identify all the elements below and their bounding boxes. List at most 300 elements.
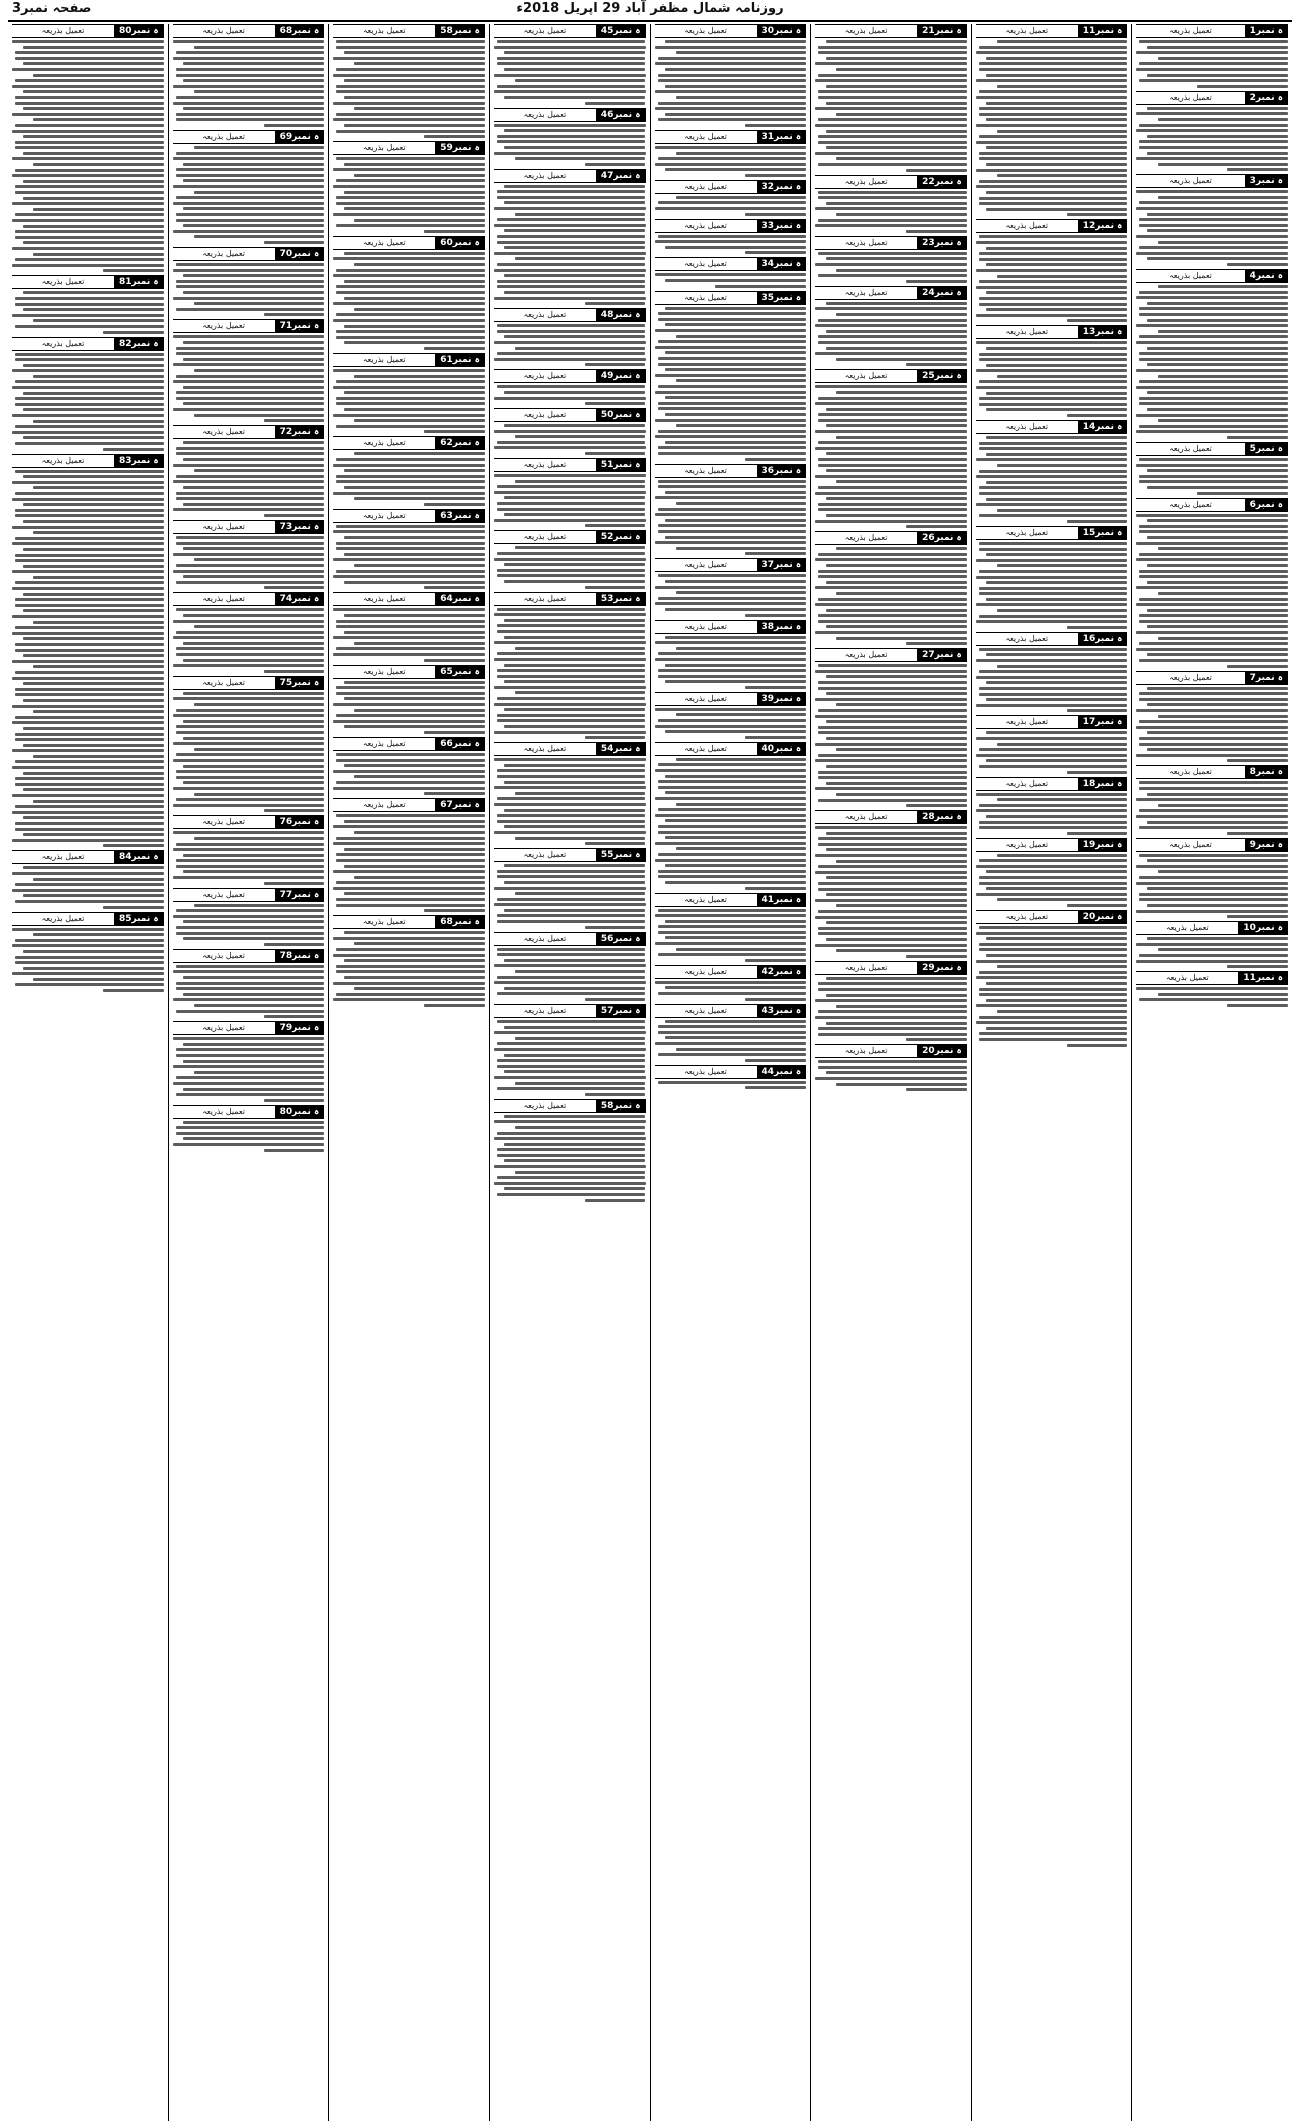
notice-text-line bbox=[665, 836, 806, 839]
notice-text-line bbox=[658, 118, 807, 121]
notice-text-line bbox=[826, 625, 967, 628]
notice-text-line bbox=[344, 486, 485, 489]
notice-text-line bbox=[176, 1126, 325, 1129]
notice-text-line bbox=[12, 944, 164, 947]
notice-text-line bbox=[515, 546, 645, 549]
notice-text-line bbox=[979, 202, 1128, 205]
notice-text-line bbox=[658, 780, 807, 783]
notice-text-line bbox=[1067, 1044, 1128, 1047]
notice-text-line bbox=[1139, 352, 1288, 355]
notice-text-line bbox=[494, 474, 646, 477]
notice-text-line bbox=[23, 609, 164, 612]
notice-text-line bbox=[818, 464, 967, 467]
notice-text-line bbox=[12, 660, 164, 663]
notice-text-line bbox=[818, 865, 967, 868]
notice-text-line bbox=[826, 675, 967, 678]
notice-text-line bbox=[504, 291, 645, 294]
notice-text-line bbox=[494, 1048, 646, 1051]
notice-text-line bbox=[333, 369, 485, 372]
notice-number: ہ نمبر35 bbox=[757, 292, 807, 304]
notice-text-line bbox=[336, 570, 485, 573]
notice-header bbox=[173, 247, 325, 261]
notice-text-line bbox=[986, 347, 1127, 350]
notice-text-line bbox=[1139, 737, 1288, 740]
notice-text-line bbox=[194, 904, 324, 907]
notice-text-line bbox=[497, 263, 646, 266]
notice-header bbox=[333, 915, 485, 929]
notice-text-line bbox=[665, 920, 806, 923]
notice-text-line bbox=[173, 408, 325, 411]
notice-text-line bbox=[1136, 157, 1288, 160]
notice-text-line bbox=[344, 959, 485, 962]
notice-text-line bbox=[1136, 324, 1288, 327]
notice-label: تعمیل بذریعہ bbox=[1169, 176, 1212, 186]
notice-text-line bbox=[12, 85, 164, 88]
notice-text-line bbox=[15, 693, 164, 696]
notice-text-line bbox=[818, 843, 967, 846]
notice-text-line bbox=[336, 686, 485, 689]
notice-text-line bbox=[979, 882, 1128, 885]
notice-text-line bbox=[15, 883, 164, 886]
notice-text-line bbox=[15, 169, 164, 172]
notice-text-line bbox=[986, 999, 1127, 1002]
notice-label: تعمیل بذریعہ bbox=[684, 1066, 727, 1076]
notice-text-line bbox=[504, 229, 645, 232]
notice-text-line bbox=[986, 263, 1127, 266]
notice-text-line bbox=[15, 733, 164, 736]
notice-text-line bbox=[979, 587, 1128, 590]
notice-number: ہ نمبر20 bbox=[1078, 911, 1128, 923]
notice-text-line bbox=[33, 253, 163, 256]
notice-text-line bbox=[745, 174, 806, 177]
notice-text-line bbox=[176, 965, 325, 968]
notice-text-line bbox=[1136, 514, 1288, 517]
notice-text-line bbox=[979, 380, 1128, 383]
notice-text-line bbox=[194, 191, 324, 194]
notice-text-line bbox=[354, 452, 484, 455]
notice-header bbox=[12, 24, 164, 38]
notice-number: ہ نمبر67 bbox=[435, 799, 485, 811]
notice-text-line bbox=[1147, 363, 1288, 366]
notice-text-line bbox=[976, 241, 1128, 244]
notice-text-line bbox=[333, 386, 485, 389]
notice-text-line bbox=[818, 570, 967, 573]
notice-text-line bbox=[818, 1066, 967, 1069]
notice-text-line bbox=[815, 475, 967, 478]
notice-number: ہ نمبر46 bbox=[596, 109, 646, 121]
notice-text-line bbox=[173, 697, 325, 700]
notice-text-line bbox=[336, 336, 485, 339]
notice-text-line bbox=[818, 614, 967, 617]
notice-text-line bbox=[183, 1137, 324, 1140]
notice-text-line bbox=[1139, 79, 1288, 82]
notice-text-line bbox=[333, 530, 485, 533]
notice-text-line bbox=[336, 898, 485, 901]
notice-text-line bbox=[1139, 246, 1288, 249]
notice-text-line bbox=[15, 738, 164, 741]
notice-text-line bbox=[1147, 564, 1288, 567]
notice-text-line bbox=[336, 397, 485, 400]
notice-text-line bbox=[354, 419, 484, 422]
notice-text-line bbox=[15, 514, 164, 517]
notice-text-line bbox=[986, 247, 1127, 250]
notice-label: تعمیل بذریعہ bbox=[41, 455, 85, 465]
notice-text-line bbox=[336, 759, 485, 762]
legal-notice bbox=[976, 420, 1128, 523]
notice-header bbox=[333, 665, 485, 679]
notice-label: تعمیل بذریعہ bbox=[684, 465, 727, 475]
notice-number: ہ نمبر57 bbox=[596, 1005, 646, 1017]
notice-text-line bbox=[515, 691, 645, 694]
notice-text-line bbox=[33, 878, 163, 881]
notice-text-line bbox=[655, 207, 807, 210]
notice-header bbox=[494, 369, 646, 383]
notice-text-line bbox=[15, 626, 164, 629]
notice-text-line bbox=[818, 771, 967, 774]
notice-number: ہ نمبر80 bbox=[275, 1106, 325, 1118]
notice-number: ہ نمبر72 bbox=[275, 426, 325, 438]
notice-text-line bbox=[979, 180, 1128, 183]
notice-text-line bbox=[815, 999, 967, 1002]
notice-text-line bbox=[1147, 408, 1288, 411]
notice-text-line bbox=[497, 630, 646, 633]
notice-text-line bbox=[818, 441, 967, 444]
notice-text-line bbox=[986, 815, 1127, 818]
notice-text-line bbox=[818, 731, 967, 734]
notice-text-line bbox=[176, 196, 325, 199]
notice-label: تعمیل بذریعہ bbox=[1005, 839, 1049, 849]
notice-text-line bbox=[176, 608, 325, 611]
notice-text-line bbox=[336, 714, 485, 717]
notice-text-line bbox=[1136, 558, 1288, 561]
column-6 bbox=[328, 24, 489, 2121]
notice-text-line bbox=[336, 90, 485, 93]
notice-text-line bbox=[818, 598, 967, 601]
legal-notice bbox=[494, 24, 646, 105]
notice-text-line bbox=[173, 570, 325, 573]
notice-text-line bbox=[336, 480, 485, 483]
notice-text-line bbox=[497, 675, 646, 678]
notice-text-line bbox=[173, 664, 325, 667]
notice-text-line bbox=[504, 708, 645, 711]
notice-text-line bbox=[815, 402, 967, 405]
notice-text-line bbox=[979, 447, 1128, 450]
legal-notice bbox=[333, 798, 485, 912]
notice-text-line bbox=[836, 213, 966, 216]
notice-header bbox=[976, 632, 1128, 646]
notice-text-line bbox=[23, 241, 164, 244]
notice-text-line bbox=[344, 163, 485, 166]
notice-text-line bbox=[336, 202, 485, 205]
notice-label: تعمیل بذریعہ bbox=[844, 812, 888, 822]
notice-label: تعمیل بذریعہ bbox=[362, 594, 406, 604]
notice-number: ہ نمبر70 bbox=[275, 248, 325, 260]
notice-number: ہ نمبر18 bbox=[1078, 778, 1128, 790]
notice-text-line bbox=[658, 102, 807, 105]
notice-text-line bbox=[976, 976, 1128, 979]
notice-text-line bbox=[183, 720, 324, 723]
notice-text-line bbox=[494, 1031, 646, 1034]
notice-text-line bbox=[15, 783, 164, 786]
notice-text-line bbox=[176, 647, 325, 650]
notice-text-line bbox=[333, 575, 485, 578]
notice-text-line bbox=[336, 85, 485, 88]
notice-text-line bbox=[665, 936, 806, 939]
notice-number: ہ نمبر78 bbox=[275, 950, 325, 962]
notice-label: تعمیل بذریعہ bbox=[684, 259, 727, 269]
notice-text-line bbox=[658, 480, 807, 483]
notice-label: تعمیل بذریعہ bbox=[684, 220, 727, 230]
notice-text-line bbox=[676, 51, 806, 54]
notice-text-line bbox=[818, 754, 967, 757]
notice-text-line bbox=[336, 330, 485, 333]
notice-text-line bbox=[979, 113, 1128, 116]
notice-text-line bbox=[23, 152, 164, 155]
notice-text-line bbox=[15, 353, 164, 356]
notice-number: ہ نمبر24 bbox=[917, 287, 967, 299]
notice-text-line bbox=[344, 581, 485, 584]
notice-text-line bbox=[997, 85, 1127, 88]
notice-text-line bbox=[15, 102, 164, 105]
notice-text-line bbox=[826, 720, 967, 723]
notice-text-line bbox=[15, 559, 164, 562]
notice-number: ہ نمبر74 bbox=[275, 593, 325, 605]
notice-text-line bbox=[173, 380, 325, 383]
notice-text-line bbox=[176, 51, 325, 54]
notice-text-line bbox=[497, 1059, 646, 1062]
notice-text-line bbox=[344, 325, 485, 328]
notice-text-line bbox=[836, 269, 966, 272]
notice-text-line bbox=[655, 814, 807, 817]
notice-text-line bbox=[497, 920, 646, 923]
notice-text-line bbox=[176, 375, 325, 378]
notice-text-line bbox=[344, 697, 485, 700]
notice-label: تعمیل بذریعہ bbox=[684, 1005, 727, 1015]
notice-text-line bbox=[655, 859, 807, 862]
notice-text-line bbox=[818, 90, 967, 93]
notice-text-line bbox=[515, 1126, 645, 1129]
notice-text-line bbox=[658, 530, 807, 533]
notice-text-line bbox=[33, 208, 163, 211]
legal-notice bbox=[1136, 91, 1288, 172]
notice-text-line bbox=[658, 675, 807, 678]
notice-text-line bbox=[33, 576, 163, 579]
notice-text-line bbox=[173, 831, 325, 834]
notice-text-line bbox=[12, 498, 164, 501]
notice-text-line bbox=[1139, 809, 1288, 812]
legal-notice bbox=[12, 275, 164, 333]
notice-text-line bbox=[183, 458, 324, 461]
notice-text-line bbox=[997, 509, 1127, 512]
notice-text-line bbox=[494, 786, 646, 789]
notice-text-line bbox=[826, 497, 967, 500]
notice-text-line bbox=[504, 1143, 645, 1146]
legal-notice bbox=[333, 737, 485, 795]
notice-text-line bbox=[655, 914, 807, 917]
notice-text-line bbox=[15, 79, 164, 82]
notice-text-line bbox=[173, 202, 325, 205]
notice-header bbox=[815, 24, 967, 38]
legal-notice bbox=[494, 369, 646, 405]
notice-text-line bbox=[1139, 787, 1288, 790]
notice-text-line bbox=[658, 357, 807, 360]
notice-header bbox=[815, 531, 967, 545]
notice-header bbox=[173, 130, 325, 144]
notice-text-line bbox=[745, 552, 806, 555]
notice-text-line bbox=[818, 163, 967, 166]
notice-text-line bbox=[826, 782, 967, 785]
legal-notice bbox=[815, 961, 967, 1042]
notice-text-line bbox=[497, 769, 646, 772]
notice-text-line bbox=[1147, 859, 1288, 862]
notice-text-line bbox=[176, 96, 325, 99]
notice-text-line bbox=[979, 397, 1128, 400]
notice-text-line bbox=[103, 844, 164, 847]
notice-label: تعمیل بذریعہ bbox=[362, 26, 406, 35]
notice-text-line bbox=[504, 129, 645, 132]
notice-text-line bbox=[818, 419, 967, 422]
notice-text-line bbox=[986, 759, 1127, 762]
legal-notice bbox=[976, 777, 1128, 835]
notice-text-line bbox=[818, 882, 967, 885]
notice-text-line bbox=[333, 770, 485, 773]
notice-text-line bbox=[497, 502, 646, 505]
notice-text-line bbox=[826, 765, 967, 768]
notice-text-line bbox=[333, 937, 485, 940]
notice-text-line bbox=[658, 669, 807, 672]
notice-number: ہ نمبر84 bbox=[114, 851, 164, 863]
notice-number: ہ نمبر58 bbox=[435, 25, 485, 37]
notice-text-line bbox=[23, 225, 164, 228]
legal-notice bbox=[12, 454, 164, 848]
notice-text-line bbox=[1139, 898, 1288, 901]
notice-text-line bbox=[264, 514, 325, 517]
notice-text-line bbox=[655, 46, 807, 49]
notice-text-line bbox=[15, 900, 164, 903]
notice-text-line bbox=[344, 341, 485, 344]
notice-text-line bbox=[497, 608, 646, 611]
notice-text-line bbox=[504, 146, 645, 149]
notice-text-line bbox=[264, 586, 325, 589]
notice-text-line bbox=[497, 62, 646, 65]
notice-text-line bbox=[1136, 754, 1288, 757]
notice-text-line bbox=[1139, 743, 1288, 746]
notice-text-line bbox=[815, 698, 967, 701]
notice-text-line bbox=[183, 547, 324, 550]
notice-text-line bbox=[344, 124, 485, 127]
notice-text-line bbox=[665, 113, 806, 116]
notice-text-line bbox=[826, 737, 967, 740]
notice-text-line bbox=[173, 480, 325, 483]
notice-header bbox=[655, 219, 807, 233]
notice-text-line bbox=[986, 553, 1127, 556]
notice-number: ہ نمبر28 bbox=[917, 811, 967, 823]
notice-text-line bbox=[23, 565, 164, 568]
notice-text-line bbox=[585, 452, 646, 455]
notice-header bbox=[655, 291, 807, 305]
notice-text-line bbox=[836, 436, 966, 439]
notice-text-line bbox=[1139, 620, 1288, 623]
notice-text-line bbox=[497, 953, 646, 956]
legal-notice bbox=[333, 236, 485, 350]
notice-text-line bbox=[15, 822, 164, 825]
notice-header bbox=[976, 910, 1128, 924]
notice-text-line bbox=[173, 297, 325, 300]
notice-text-line bbox=[818, 575, 967, 578]
notice-text-line bbox=[183, 614, 324, 617]
notice-header bbox=[655, 180, 807, 194]
notice-number: ہ نمبر13 bbox=[1078, 326, 1128, 338]
notice-text-line bbox=[504, 1026, 645, 1029]
notice-text-line bbox=[15, 643, 164, 646]
notice-text-line bbox=[906, 230, 967, 233]
notice-text-line bbox=[1139, 475, 1288, 478]
notice-text-line bbox=[336, 113, 485, 116]
notice-text-line bbox=[12, 794, 164, 797]
notice-text-line bbox=[979, 748, 1128, 751]
notice-text-line bbox=[585, 102, 646, 105]
notice-text-line bbox=[665, 864, 806, 867]
notice-text-line bbox=[344, 614, 485, 617]
notice-text-line bbox=[424, 135, 485, 138]
notice-text-line bbox=[183, 575, 324, 578]
notice-text-line bbox=[815, 558, 967, 561]
notice-label: تعمیل بذریعہ bbox=[1005, 778, 1049, 788]
notice-label: تعمیل بذریعہ bbox=[362, 739, 406, 748]
notice-text-line bbox=[1158, 196, 1288, 199]
notice-text-line bbox=[818, 553, 967, 556]
notice-text-line bbox=[494, 224, 646, 227]
notice-text-line bbox=[497, 85, 646, 88]
notice-text-line bbox=[23, 475, 164, 478]
notice-text-line bbox=[655, 391, 807, 394]
notice-text-line bbox=[497, 285, 646, 288]
notice-text-line bbox=[1147, 391, 1288, 394]
notice-text-line bbox=[497, 1176, 646, 1179]
notice-text-line bbox=[336, 970, 485, 973]
notice-text-line bbox=[12, 369, 164, 372]
notice-text-line bbox=[173, 1143, 325, 1146]
notice-text-line bbox=[183, 291, 324, 294]
notice-text-line bbox=[333, 842, 485, 845]
notice-header bbox=[976, 715, 1128, 729]
notice-text-line bbox=[836, 480, 966, 483]
notice-text-line bbox=[585, 998, 646, 1001]
notice-text-line bbox=[818, 196, 967, 199]
notice-text-line bbox=[12, 811, 164, 814]
notice-text-line bbox=[264, 419, 325, 422]
notice-text-line bbox=[1158, 870, 1288, 873]
notice-text-line bbox=[976, 269, 1128, 272]
notice-text-line bbox=[515, 837, 645, 840]
notice-text-line bbox=[515, 79, 645, 82]
notice-text-line bbox=[504, 1115, 645, 1118]
notice-text-line bbox=[1227, 263, 1288, 266]
notice-number: ہ نمبر5 bbox=[1245, 443, 1288, 455]
notice-text-line bbox=[494, 397, 646, 400]
legal-notice bbox=[1136, 971, 1288, 1007]
notice-text-line bbox=[494, 887, 646, 890]
notice-text-line bbox=[1147, 887, 1288, 890]
notice-text-line bbox=[906, 1038, 967, 1041]
notice-label: تعمیل بذریعہ bbox=[684, 181, 727, 191]
notice-text-line bbox=[494, 152, 646, 155]
notice-number: ہ نمبر71 bbox=[275, 320, 325, 332]
column-5 bbox=[489, 24, 650, 2121]
notice-text-line bbox=[986, 163, 1127, 166]
notice-text-line bbox=[1158, 118, 1288, 121]
notice-text-line bbox=[815, 263, 967, 266]
